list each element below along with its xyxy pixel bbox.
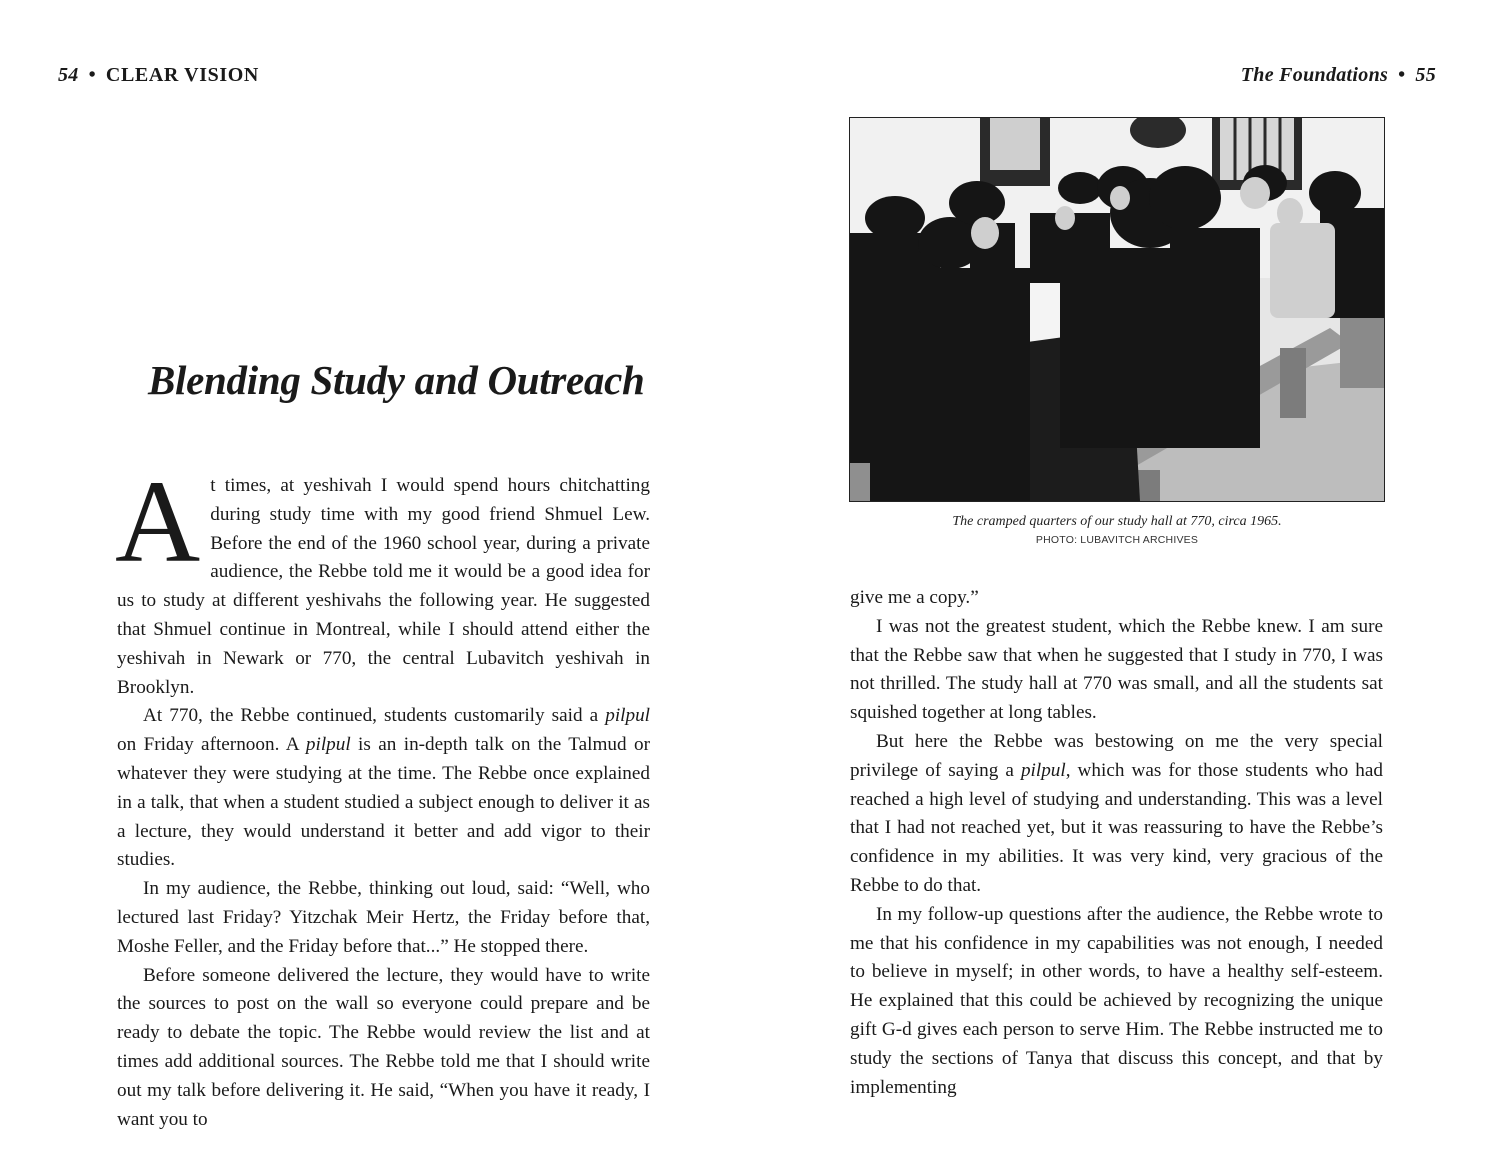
photo-credit: PHOTO: LUBAVITCH ARCHIVES [1035,534,1199,546]
paragraph: Before someone delivered the lecture, they would have to write the sources to post on the wall so everyone could prepare and be ready to debate the topic. The Rebbe would review the list and at times add additional sources. The Rebbe told me that I should write out my talk before delivering it. He said, “When you have it ready, I want you to [117,964,650,1130]
left-running-head [58,64,259,87]
italic-term: pilpul [605,705,650,727]
paragraph [115,456,650,702]
text-run: is an in-depth talk on the Talmud or whatever they were studying at the time. The Rebbe once explained in a talk, that when a student studied a subject enough to deliver it as a lecture, they would understand it better and add vigor to their studies. [117,734,650,871]
running-head-separator: • [1398,64,1406,86]
paragraph [117,702,650,875]
right-body-text [850,584,1383,1102]
paragraph: I was not the greatest student, which the Rebbe knew. I am sure that the Rebbe saw that when he suggested that I study in 770, I was not thrilled. The study hall at 770 was small, and all the students sat squished together at long tables. [850,615,1383,724]
left-page-number: 54 [58,64,79,86]
text-run: , which was for those students who had reached a high level of studying and understanding. This was a level that I had not reached yet, but it was reassuring to have the Rebbe’s confidence in my abilities. It was very kind, very gracious of the Rebbe to do that. [850,759,1384,896]
left-body-text [115,456,650,1134]
caption-text: The cramped quarters of our study hall at 770, circa 1965. [952,514,1282,529]
italic-term: pilpul [305,734,351,756]
chapter-section-title: The Foundations [1240,64,1389,86]
photo-illustration [850,118,1384,501]
paragraph: In my follow-up questions after the audience, the Rebbe wrote to me that his confidence in my capabilities was not enough, I needed to believe in myself; in other words, to have a healthy self-esteem. He explained that this could be achieved by recognizing the unique gift G-d gives each person to serve Him. The Rebbe instructed me to study the sections of Tanya that discuss this concept, and that by implementing [850,903,1383,1098]
study-hall-photo [849,117,1385,502]
text-run: But here the Rebbe was bestowing on me the very special privilege of saying a [850,730,1383,781]
paragraph: give me a copy.” [850,587,979,608]
right-running-head [1241,64,1436,87]
running-head-separator: • [88,64,96,86]
text-run: on Friday afternoon. A [117,734,306,756]
paragraph: In my audience, the Rebbe, thinking out loud, said: “Well, who lectured last Friday? Yitzchak Meir Hertz, the Friday before that, Moshe Feller, and the Friday before that...” He stopped there. [117,878,650,957]
chapter-title: Blending Study and Outreach [148,357,645,403]
paragraph-text: t times, at yeshivah I would spend hours chitchatting during study time with my good friend Shmuel Lew. Before the end of the 1960 school year, during a private audience, the Rebbe told me it would be a good idea for us to study at different yeshivahs the following year. He suggested that Shmuel continue in Montreal, while I should attend either the yeshivah in Newark or 770, the central Lubavitch yeshivah in Brooklyn. [117,475,650,698]
book-title: CLEAR VISION [105,64,259,86]
drop-cap: A [115,456,201,587]
paragraph [850,728,1383,901]
text-run: At 770, the Rebbe continued, students customarily said a [143,705,606,727]
photo-caption [849,514,1385,546]
right-page-number: 55 [1415,64,1436,86]
italic-term: pilpul [1020,759,1066,781]
